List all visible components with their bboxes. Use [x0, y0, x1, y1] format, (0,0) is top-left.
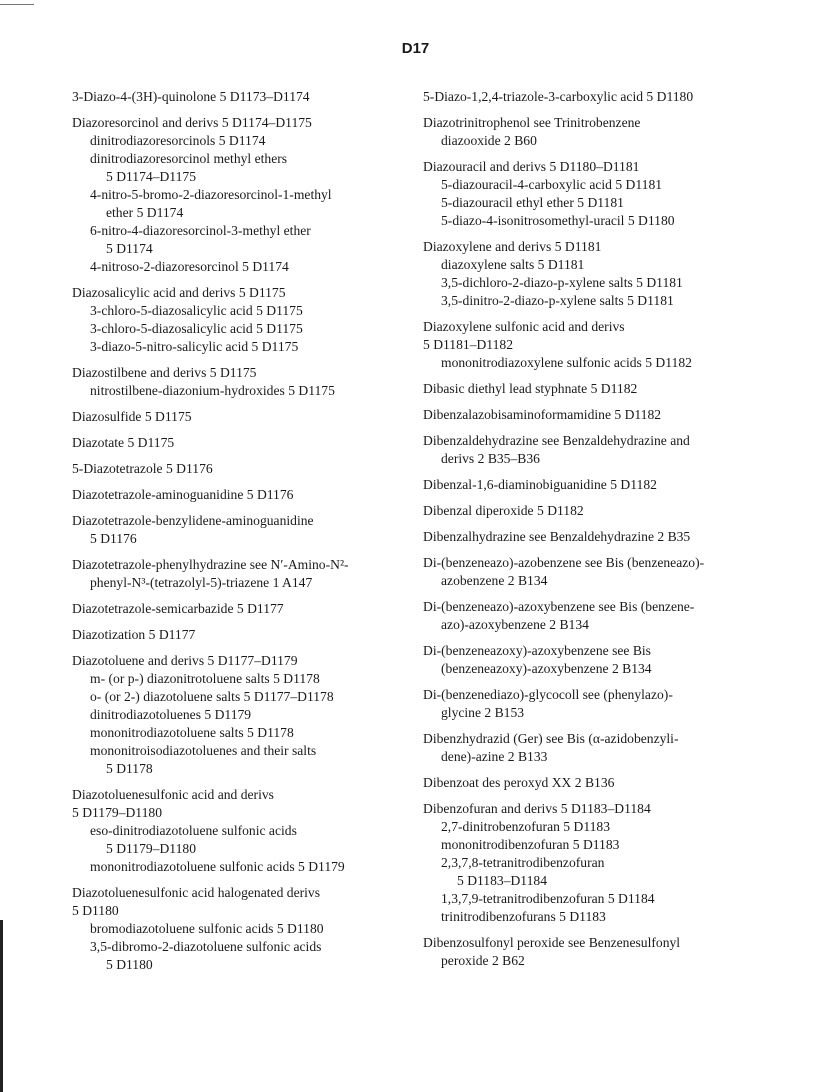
- index-heading-line: Diazoxylene and derivs 5 D1181: [423, 239, 602, 254]
- index-entry: [423, 380, 763, 398]
- index-subentry-line: 3,5-dichloro-2-diazo-p-xylene salts 5 D1181: [441, 275, 683, 290]
- index-subentry-line: dinitrodiazotoluenes 5 D1179: [90, 707, 252, 722]
- index-subentry-line: phenyl-N³-(tetrazolyl-5)-triazene 1 A147: [90, 575, 313, 590]
- index-heading-line: Diazotetrazole-semicarbazide 5 D1177: [72, 601, 284, 616]
- index-entry: [72, 408, 412, 426]
- index-subentry-line: 5 D1179–D1180: [106, 841, 196, 856]
- index-subentry-line: glycine 2 B153: [441, 705, 525, 720]
- index-heading-line: Di-(benzenediazo)-glycocoll see (phenylazo)-: [423, 687, 673, 702]
- index-subentry-line: dene)-azine 2 B133: [441, 749, 548, 764]
- index-subentry-line: diazooxide 2 B60: [441, 133, 537, 148]
- index-subentry-line: 5-diazo-4-isonitrosomethyl-uracil 5 D1180: [441, 213, 675, 228]
- index-subentry-line: m- (or p-) diazonitrotoluene salts 5 D1178: [90, 671, 320, 686]
- index-entry: [423, 774, 763, 792]
- index-heading-line: 5 D1179–D1180: [72, 805, 162, 820]
- index-subentry-line: bromodiazotoluene sulfonic acids 5 D1180: [90, 921, 324, 936]
- index-heading-line: Diazotetrazole-aminoguanidine 5 D1176: [72, 487, 294, 502]
- index-heading-line: 5 D1181–D1182: [423, 337, 513, 352]
- index-entry: [423, 114, 763, 150]
- index-entry: [423, 598, 763, 634]
- index-subentry-line: eso-dinitrodiazotoluene sulfonic acids: [90, 823, 297, 838]
- index-subentry-line: 4-nitroso-2-diazoresorcinol 5 D1174: [90, 259, 289, 274]
- scan-edge-mark: [0, 920, 3, 1092]
- index-entry: [423, 642, 763, 678]
- index-heading-line: Dibenzoat des peroxyd XX 2 B136: [423, 775, 615, 790]
- index-entry: [423, 406, 763, 424]
- index-entry: [423, 730, 763, 766]
- index-subentry-line: 5 D1174: [106, 241, 153, 256]
- index-entry: [72, 512, 412, 548]
- index-heading-line: Dibenzaldehydrazine see Benzaldehydrazine and: [423, 433, 690, 448]
- index-heading-line: Dibenzal-1,6-diaminobiguanidine 5 D1182: [423, 477, 657, 492]
- index-entry: [72, 486, 412, 504]
- index-entry: [423, 934, 763, 970]
- index-heading-line: 5 D1180: [72, 903, 119, 918]
- index-entry: [72, 88, 412, 106]
- index-heading-line: Diazotate 5 D1175: [72, 435, 175, 450]
- index-subentry-line: 3,5-dinitro-2-diazo-p-xylene salts 5 D1181: [441, 293, 674, 308]
- index-heading-line: 5-Diazo-1,2,4-triazole-3-carboxylic acid 5 D1180: [423, 89, 694, 104]
- index-entry: [423, 554, 763, 590]
- index-entry: [423, 502, 763, 520]
- index-subentry-line: mononitroisodiazotoluenes and their salts: [90, 743, 317, 758]
- index-heading-line: Dibenzosulfonyl peroxide see Benzenesulfonyl: [423, 935, 681, 950]
- index-subentry-line: derivs 2 B35–B36: [441, 451, 540, 466]
- index-heading-line: Diazoxylene sulfonic acid and derivs: [423, 319, 625, 334]
- index-subentry-line: ether 5 D1174: [106, 205, 184, 220]
- index-heading-line: Di-(benzeneazoxy)-azoxybenzene see Bis: [423, 643, 651, 658]
- index-heading-line: Diazotrinitrophenol see Trinitrobenzene: [423, 115, 641, 130]
- index-subentry-line: 2,7-dinitrobenzofuran 5 D1183: [441, 819, 610, 834]
- index-heading-line: Diazouracil and derivs 5 D1180–D1181: [423, 159, 640, 174]
- index-entry: [423, 686, 763, 722]
- index-subentry-line: azobenzene 2 B134: [441, 573, 548, 588]
- index-subentry-line: 5 D1178: [106, 761, 153, 776]
- index-entry: [72, 114, 412, 276]
- index-entry: [423, 800, 763, 926]
- index-entry: [72, 364, 412, 400]
- index-heading-line: Diazoresorcinol and derivs 5 D1174–D1175: [72, 115, 312, 130]
- index-subentry-line: 6-nitro-4-diazoresorcinol-3-methyl ether: [90, 223, 311, 238]
- index-subentry-line: 3-chloro-5-diazosalicylic acid 5 D1175: [90, 303, 303, 318]
- index-subentry-line: 3-chloro-5-diazosalicylic acid 5 D1175: [90, 321, 303, 336]
- index-subentry-line: mononitrodiazotoluene salts 5 D1178: [90, 725, 294, 740]
- index-subentry-line: peroxide 2 B62: [441, 953, 525, 968]
- index-heading-line: Diazotetrazole-benzylidene-aminoguanidine: [72, 513, 314, 528]
- top-edge-rule: [0, 4, 34, 5]
- index-heading-line: Dibenzalhydrazine see Benzaldehydrazine 2 B35: [423, 529, 691, 544]
- index-entry: [423, 528, 763, 546]
- index-heading-line: Dibenzal diperoxide 5 D1182: [423, 503, 584, 518]
- index-heading-line: Diazosalicylic acid and derivs 5 D1175: [72, 285, 286, 300]
- index-subentry-line: azo)-azoxybenzene 2 B134: [441, 617, 589, 632]
- index-entry: [72, 600, 412, 618]
- index-entry: [423, 318, 763, 372]
- index-heading-line: Diazostilbene and derivs 5 D1175: [72, 365, 257, 380]
- index-subentry-line: dinitrodiazoresorcinols 5 D1174: [90, 133, 266, 148]
- index-entry: [72, 434, 412, 452]
- index-subentry-line: 4-nitro-5-bromo-2-diazoresorcinol-1-methyl: [90, 187, 332, 202]
- index-heading-line: Dibenzofuran and derivs 5 D1183–D1184: [423, 801, 651, 816]
- index-entry: [423, 158, 763, 230]
- index-heading-line: Dibasic diethyl lead styphnate 5 D1182: [423, 381, 638, 396]
- index-entry: [72, 284, 412, 356]
- index-entry: [72, 786, 412, 876]
- page-number: D17: [401, 40, 430, 57]
- index-heading-line: Diazotoluene and derivs 5 D1177–D1179: [72, 653, 298, 668]
- index-heading-line: Diazotization 5 D1177: [72, 627, 196, 642]
- index-subentry-line: 3-diazo-5-nitro-salicylic acid 5 D1175: [90, 339, 299, 354]
- index-entry: [72, 626, 412, 644]
- index-heading-line: Diazotetrazole-phenylhydrazine see N′-Amino-N²-: [72, 557, 349, 572]
- index-heading-line: Dibenzhydrazid (Ger) see Bis (α-azidobenzyli-: [423, 731, 679, 746]
- index-subentry-line: 3,5-dibromo-2-diazotoluene sulfonic acids: [90, 939, 322, 954]
- index-entry: [72, 460, 412, 478]
- index-subentry-line: mononitrodiazotoluene sulfonic acids 5 D1179: [90, 859, 345, 874]
- index-subentry-line: dinitrodiazoresorcinol methyl ethers: [90, 151, 288, 166]
- index-subentry-line: 2,3,7,8-tetranitrodibenzofuran: [441, 855, 605, 870]
- index-entry: [423, 432, 763, 468]
- index-subentry-line: 5-diazouracil-4-carboxylic acid 5 D1181: [441, 177, 663, 192]
- index-entry: [423, 238, 763, 310]
- index-column-right: [423, 88, 763, 978]
- index-subentry-line: nitrostilbene-diazonium-hydroxides 5 D1175: [90, 383, 335, 398]
- index-subentry-line: 5 D1183–D1184: [457, 873, 547, 888]
- index-subentry-line: 5-diazouracil ethyl ether 5 D1181: [441, 195, 624, 210]
- index-heading-line: 3-Diazo-4-(3H)-quinolone 5 D1173–D1174: [72, 89, 310, 104]
- index-subentry-line: 5 D1174–D1175: [106, 169, 196, 184]
- index-subentry-line: diazoxylene salts 5 D1181: [441, 257, 585, 272]
- index-subentry-line: mononitrodiazoxylene sulfonic acids 5 D1182: [441, 355, 692, 370]
- index-heading-line: Di-(benzeneazo)-azoxybenzene see Bis (benzene-: [423, 599, 695, 614]
- index-subentry-line: mononitrodibenzofuran 5 D1183: [441, 837, 620, 852]
- index-entry: [423, 476, 763, 494]
- index-entry: [72, 884, 412, 974]
- index-heading-line: Di-(benzeneazo)-azobenzene see Bis (benzeneazo)-: [423, 555, 705, 570]
- index-heading-line: Diazotoluenesulfonic acid and derivs: [72, 787, 274, 802]
- index-column-left: [72, 88, 412, 982]
- index-entry: [72, 556, 412, 592]
- index-heading-line: Dibenzalazobisaminoformamidine 5 D1182: [423, 407, 662, 422]
- index-entry: [423, 88, 763, 106]
- index-subentry-line: trinitrodibenzofurans 5 D1183: [441, 909, 606, 924]
- index-subentry-line: 5 D1180: [106, 957, 153, 972]
- index-entry: [72, 652, 412, 778]
- index-heading-line: Diazotoluenesulfonic acid halogenated derivs: [72, 885, 320, 900]
- index-heading-line: 5-Diazotetrazole 5 D1176: [72, 461, 213, 476]
- index-subentry-line: 1,3,7,9-tetranitrodibenzofuran 5 D1184: [441, 891, 655, 906]
- index-subentry-line: o- (or 2-) diazotoluene salts 5 D1177–D1178: [90, 689, 334, 704]
- index-subentry-line: 5 D1176: [90, 531, 137, 546]
- index-subentry-line: (benzeneazoxy)-azoxybenzene 2 B134: [441, 661, 652, 676]
- index-heading-line: Diazosulfide 5 D1175: [72, 409, 192, 424]
